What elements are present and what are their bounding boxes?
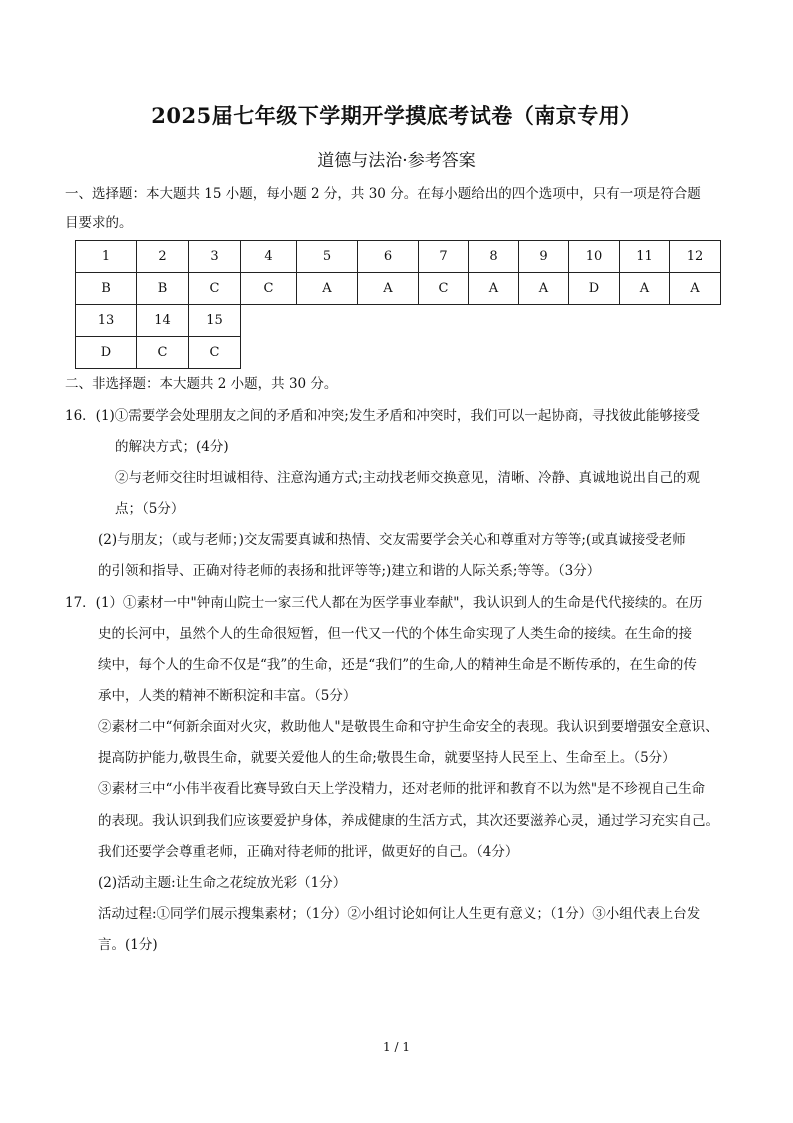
q17-line: (2)活动主题:让生命之花绽放光彩（1分） xyxy=(98,875,347,891)
q17-line: ③素材三中“小伟半夜看比赛导致白天上学没精力，还对老师的批评和教育不以为然"是不珍视自己生命 xyxy=(98,781,706,797)
q16-line: 点；（5分） xyxy=(115,501,185,517)
q17-line: 活动过程:①同学们展示搜集素材；（1分）②小组讨论如何让人生更有意义；（1分）③小组代表上台发 xyxy=(98,906,701,922)
answer-cell: B xyxy=(76,273,137,305)
answer-cell: C xyxy=(241,273,297,305)
page-subtitle: 道德与法治·参考答案 xyxy=(317,151,476,171)
table-blank-area xyxy=(241,337,721,369)
answer-cell: A xyxy=(358,273,419,305)
q16-line: (2)与朋友；（或与老师；)交友需要真诚和热情、交友需要学会关心和尊重对方等等;(或真诚接受老师 xyxy=(98,532,686,548)
question-number: 10 xyxy=(569,241,620,273)
q16-line: 的引领和指导、正确对待老师的表扬和批评等等;)建立和谐的人际关系;等等。（3分） xyxy=(98,563,601,579)
question-number: 14 xyxy=(137,305,189,337)
q17-line: 我们还要学会尊重老师，正确对待老师的批评，做更好的自己。（4分） xyxy=(98,844,519,860)
question-number: 2 xyxy=(137,241,189,273)
answer-cell: A xyxy=(670,273,721,305)
table-blank-area xyxy=(241,305,721,337)
answer-cell: D xyxy=(76,337,137,369)
question-number: 3 xyxy=(189,241,241,273)
answer-cell: C xyxy=(189,273,241,305)
question-number: 9 xyxy=(519,241,569,273)
q17-line: 承中，人类的精神不断积淀和丰富。（5分） xyxy=(98,688,357,704)
table-row-numbers-2 xyxy=(76,305,721,337)
answer-cell: A xyxy=(297,273,358,305)
question-number: 11 xyxy=(620,241,670,273)
q17-line: 史的长河中，虽然个人的生命很短暂，但一代又一代的个体生命实现了人类生命的接续。在生命的接 xyxy=(98,626,692,642)
question-number: 4 xyxy=(241,241,297,273)
question-number: 5 xyxy=(297,241,358,273)
answer-cell: B xyxy=(137,273,189,305)
q17-line: 17．(1）①素材一中"钟南山院士一家三代人都在为医学事业奉献"，我认识到人的生命是代代接续的。在历 xyxy=(65,595,703,611)
question-number: 12 xyxy=(670,241,721,273)
q17-line: 续中，每个人的生命不仅是“我”的生命，还是“我们”的生命,人的精神生命是不断传承的，在生命的传 xyxy=(98,657,697,673)
answer-cell: C xyxy=(419,273,469,305)
page-title: 2025届七年级下学期开学摸底考试卷（南京专用） xyxy=(151,103,642,128)
question-number: 6 xyxy=(358,241,419,273)
answer-cell: A xyxy=(620,273,670,305)
table-row-answers-2 xyxy=(76,337,721,369)
q17-line: 言。(1分) xyxy=(98,937,158,953)
question-number: 13 xyxy=(76,305,137,337)
q16-line: 16．(1)①需要学会处理朋友之间的矛盾和冲突;发生矛盾和冲突时，我们可以一起协商，寻找彼此能够接受 xyxy=(65,408,700,424)
page-number: 1 / 1 xyxy=(383,1040,410,1054)
q17-line: ②素材二中“何新余面对火灾，救助他人"是敬畏生命和守护生命安全的表现。我认识到要增强安全意识、 xyxy=(98,719,719,735)
answer-cell: A xyxy=(519,273,569,305)
table-row-numbers-1 xyxy=(76,241,721,273)
q17-line: 提高防护能力,敬畏生命，就要关爱他人的生命;敬畏生命，就要坚持人民至上、生命至上。（5分） xyxy=(98,750,676,766)
question-number: 15 xyxy=(189,305,241,337)
answer-cell: D xyxy=(569,273,620,305)
section1-intro-line2: 目要求的。 xyxy=(65,215,133,231)
q17-line: 的表现。我认识到我们应该要爱护身体，养成健康的生活方式，其次还要滋养心灵，通过学习充实自己。 xyxy=(98,813,719,829)
answer-cell: C xyxy=(189,337,241,369)
answer-cell: A xyxy=(469,273,519,305)
question-number: 8 xyxy=(469,241,519,273)
section2-intro: 二、非选择题：本大题共 2 小题，共 30 分。 xyxy=(65,376,338,392)
answer-table xyxy=(75,240,721,369)
section1-intro-line1: 一、选择题：本大题共 15 小题，每小题 2 分，共 30 分。在每小题给出的四个选项中，只有一项是符合题 xyxy=(65,186,701,202)
q16-line: 的解决方式；(4分) xyxy=(115,439,229,455)
q16-line: ②与老师交往时坦诚相待、注意沟通方式;主动找老师交换意见，清晰、冷静、真诚地说出自己的观 xyxy=(115,470,701,486)
table-row-answers-1 xyxy=(76,273,721,305)
answer-cell: C xyxy=(137,337,189,369)
question-number: 7 xyxy=(419,241,469,273)
question-number: 1 xyxy=(76,241,137,273)
